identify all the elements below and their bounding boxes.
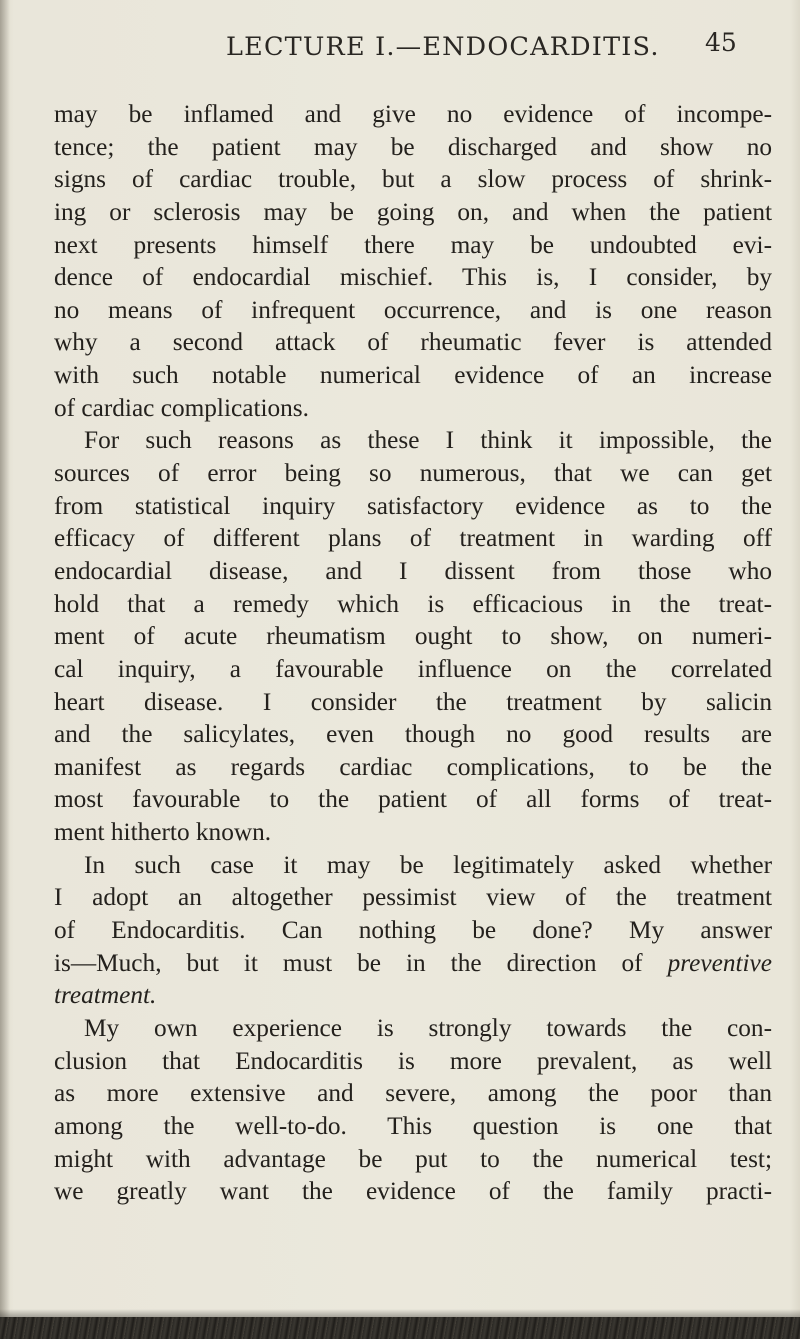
text-line-31: as more extensive and severe, among the poor than xyxy=(54,1079,772,1108)
page-bottom-edge xyxy=(0,1317,800,1339)
text-line-4: ing or sclerosis may be going on, and when the patient xyxy=(54,197,772,226)
text-line-8: why a second attack of rheumatic fever is attended xyxy=(54,328,772,357)
text-line-1: may be inflamed and give no evidence of incompe- xyxy=(54,100,772,128)
text-line-16: hold that a remedy which is efficacious in the treat- xyxy=(54,589,772,618)
text-line-32: among the well-to-do. This question is one that xyxy=(54,1111,772,1140)
italic-preventive: preventive xyxy=(667,948,772,977)
text-line-12: sources of error being so numerous, that we can get xyxy=(54,459,772,488)
text-line-6: dence of endocardial mischief. This is, I consider, by xyxy=(54,263,772,292)
body-text xyxy=(54,98,772,1208)
text-line-5: next presents himself there may be undoubted evi- xyxy=(54,230,772,259)
text-line-9: with such notable numerical evidence of an increase xyxy=(54,361,772,390)
spine-shadow xyxy=(0,0,10,1339)
running-head: LECTURE I.—ENDOCARDITIS. xyxy=(226,32,660,62)
text-line-24: In such case it may be legitimately asked whether xyxy=(84,850,772,879)
text-line-22: most favourable to the patient of all forms of treat- xyxy=(54,785,772,814)
text-line-26: of Endocarditis. Can nothing be done? My answer xyxy=(54,916,772,945)
text-line-11: For such reasons as these I think it impossible, the xyxy=(84,426,772,455)
text-line-20: and the salicylates, even though no good results are xyxy=(54,720,772,749)
page-number: 45 xyxy=(705,28,737,57)
text-line-3: signs of cardiac trouble, but a slow process of shrink- xyxy=(54,165,772,194)
text-line-23: ment hitherto known. xyxy=(54,818,272,847)
text-line-10: of cardiac complications. xyxy=(54,393,309,422)
text-line-2: tence; the patient may be discharged and show no xyxy=(54,132,772,161)
text-line-17: ment of acute rheumatism ought to show, on numeri- xyxy=(54,622,772,651)
text-line-21: manifest as regards cardiac complications, to be the xyxy=(54,752,772,781)
text-line-13: from statistical inquiry satisfactory evidence as to the xyxy=(54,491,772,520)
text-line-15: endocardial disease, and I dissent from those who xyxy=(54,556,772,585)
text-line-29: My own experience is strongly towards the con- xyxy=(84,1013,772,1042)
text-line-30: clusion that Endocarditis is more prevalent, as well xyxy=(54,1046,772,1075)
text-line-34: we greatly want the evidence of the family practi- xyxy=(54,1177,772,1206)
text-line-18: cal inquiry, a favourable influence on the correlated xyxy=(54,654,772,683)
text-line-25: I adopt an altogether pessimist view of the treatment xyxy=(54,883,772,912)
italic-treatment: treatment. xyxy=(54,981,157,1010)
text-line-27 xyxy=(54,947,772,980)
page-header xyxy=(0,22,800,62)
text-line-28 xyxy=(54,979,772,1012)
text-line-14: efficacy of different plans of treatment in warding off xyxy=(54,524,772,553)
text-line-33: might with advantage be put to the numerical test; xyxy=(54,1144,772,1173)
text-line-27-main: is—Much, but it must be in the direction of xyxy=(54,948,643,977)
text-line-19: heart disease. I consider the treatment by salicin xyxy=(54,687,772,716)
text-line-7: no means of infrequent occurrence, and is one reason xyxy=(54,295,772,324)
